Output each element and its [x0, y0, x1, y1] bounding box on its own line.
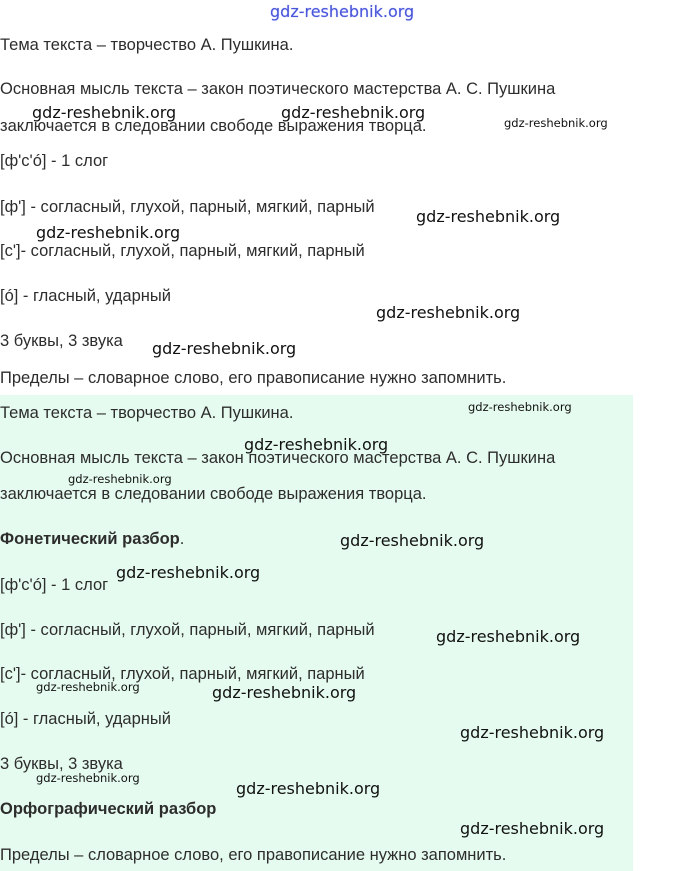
watermark: gdz-reshebnik.org	[212, 683, 357, 702]
spelling-analysis-heading: Орфографический разбор	[0, 800, 217, 818]
main-idea-line-2: заключается в следовании свободе выражения творца.	[0, 117, 427, 135]
phonetic-heading-label: Фонетический разбор	[0, 530, 180, 548]
watermark: gdz-reshebnik.org	[244, 435, 389, 454]
transcription-text: [ф'с'ó] - 1 слог	[0, 576, 109, 594]
phonetic-heading-dot: .	[179, 530, 185, 548]
watermark: gdz-reshebnik.org	[36, 771, 140, 785]
watermark: gdz-reshebnik.org	[416, 207, 561, 226]
watermark: gdz-reshebnik.org	[281, 103, 426, 122]
sound-s-description: [с']- согласный, глухой, парный, мягкий, парный	[0, 665, 365, 683]
letters-sounds-count: 3 буквы, 3 звука	[0, 755, 123, 773]
spelling-text: Пределы – словарное слово, его правописание нужно запомнить.	[0, 846, 507, 864]
watermark: gdz-reshebnik.org	[36, 680, 140, 694]
watermark: gdz-reshebnik.org	[152, 339, 297, 358]
watermark: gdz-reshebnik.org	[236, 779, 381, 798]
watermark: gdz-reshebnik.org	[460, 723, 605, 742]
main-idea-line-2: заключается в следовании свободе выражения творца.	[0, 485, 427, 503]
topic-text: Тема текста – творчество А. Пушкина.	[0, 404, 294, 422]
watermark: gdz-reshebnik.org	[504, 116, 608, 130]
watermark: gdz-reshebnik.org	[36, 223, 181, 242]
sound-o-description: [ó] - гласный, ударный	[0, 710, 171, 728]
watermark: gdz-reshebnik.org	[436, 627, 581, 646]
sound-f-description: [ф'] - согласный, глухой, парный, мягкий, парный	[0, 621, 375, 639]
main-idea-line-1: Основная мысль текста – закон поэтического мастерства А. С. Пушкина	[0, 449, 556, 467]
transcription-text: [ф'с'ó] - 1 слог	[0, 152, 109, 170]
main-idea-line-1: Основная мысль текста – закон поэтического мастерства А. С. Пушкина	[0, 80, 556, 98]
watermark: gdz-reshebnik.org	[340, 531, 485, 550]
sound-o-description: [ó] - гласный, ударный	[0, 287, 171, 305]
watermark: gdz-reshebnik.org	[376, 303, 521, 322]
watermark: gdz-reshebnik.org	[68, 472, 172, 486]
topic-text: Тема текста – творчество А. Пушкина.	[0, 36, 294, 54]
sound-s-description: [с']- согласный, глухой, парный, мягкий, парный	[0, 242, 365, 260]
spelling-text: Пределы – словарное слово, его правописание нужно запомнить.	[0, 369, 507, 387]
phonetic-analysis-heading	[0, 529, 184, 549]
watermark: gdz-reshebnik.org	[468, 400, 572, 414]
watermark: gdz-reshebnik.org	[460, 819, 605, 838]
watermark: gdz-reshebnik.org	[116, 563, 261, 582]
sound-f-description: [ф'] - согласный, глухой, парный, мягкий, парный	[0, 198, 375, 216]
watermark-top: gdz-reshebnik.org	[270, 2, 415, 21]
watermark: gdz-reshebnik.org	[32, 103, 177, 122]
letters-sounds-count: 3 буквы, 3 звука	[0, 332, 123, 350]
